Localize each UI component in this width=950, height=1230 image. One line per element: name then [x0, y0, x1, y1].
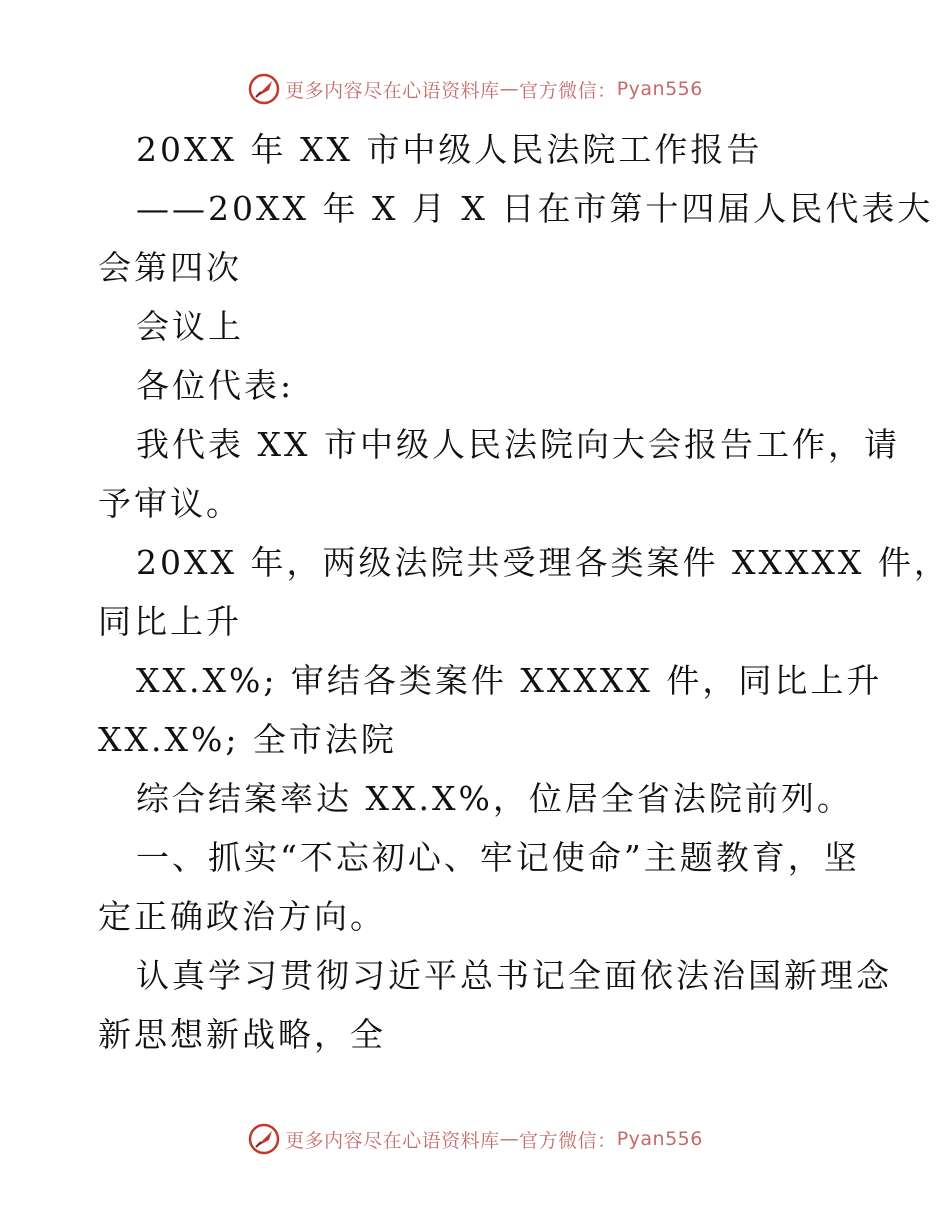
- salutation: 各位代表:: [136, 366, 295, 405]
- watermark-wechat-id: Pyan556: [616, 78, 703, 100]
- watermark-banner-top: [0, 72, 950, 106]
- quill-logo-icon: [247, 72, 281, 106]
- text-line: XX.X%; 全市法院: [98, 720, 397, 759]
- watermark-wechat-label: 官方微信：: [519, 1129, 617, 1152]
- text-line: XX.X%; 审结各类案件 XXXXX 件，同比上升: [136, 661, 883, 700]
- watermark-banner-bottom: [0, 1122, 950, 1156]
- text-line: 20XX 年，两级法院共受理各类案件 XXXXX 件，: [136, 543, 950, 582]
- text-line: 会第四次: [98, 248, 242, 287]
- report-title: 20XX 年 XX 市中级人民法院工作报告: [136, 130, 763, 169]
- text-line: 认真学习贯彻习近平总书记全面依法治国新理念: [136, 956, 892, 995]
- text-line: 同比上升: [98, 602, 242, 641]
- text-line: 定正确政治方向。: [98, 897, 386, 936]
- text-line: 综合结案率达 XX.X%，位居全省法院前列。: [136, 779, 853, 818]
- watermark-brand-text: 更多内容尽在心语资料库: [285, 79, 500, 102]
- document-body: [98, 120, 950, 1064]
- watermark-dash: —: [499, 78, 520, 100]
- text-line: 会议上: [136, 307, 244, 346]
- report-subtitle: ——20XX 年 X 月 X 日在市第十四届人民代表大: [136, 189, 934, 228]
- text-line: 我代表 XX 市中级人民法院向大会报告工作，请: [136, 425, 900, 464]
- text-line: 予审议。: [98, 484, 242, 523]
- section-heading: 一、抓实“不忘初心、牢记使命”主题教育，坚: [136, 838, 860, 877]
- watermark-dash: —: [499, 1128, 520, 1150]
- watermark-brand-text: 更多内容尽在心语资料库: [285, 1129, 500, 1152]
- quill-logo-icon: [247, 1122, 281, 1156]
- watermark-wechat-id: Pyan556: [616, 1128, 703, 1150]
- watermark-wechat-label: 官方微信：: [519, 79, 617, 102]
- text-line: 新思想新战略，全: [98, 1015, 386, 1054]
